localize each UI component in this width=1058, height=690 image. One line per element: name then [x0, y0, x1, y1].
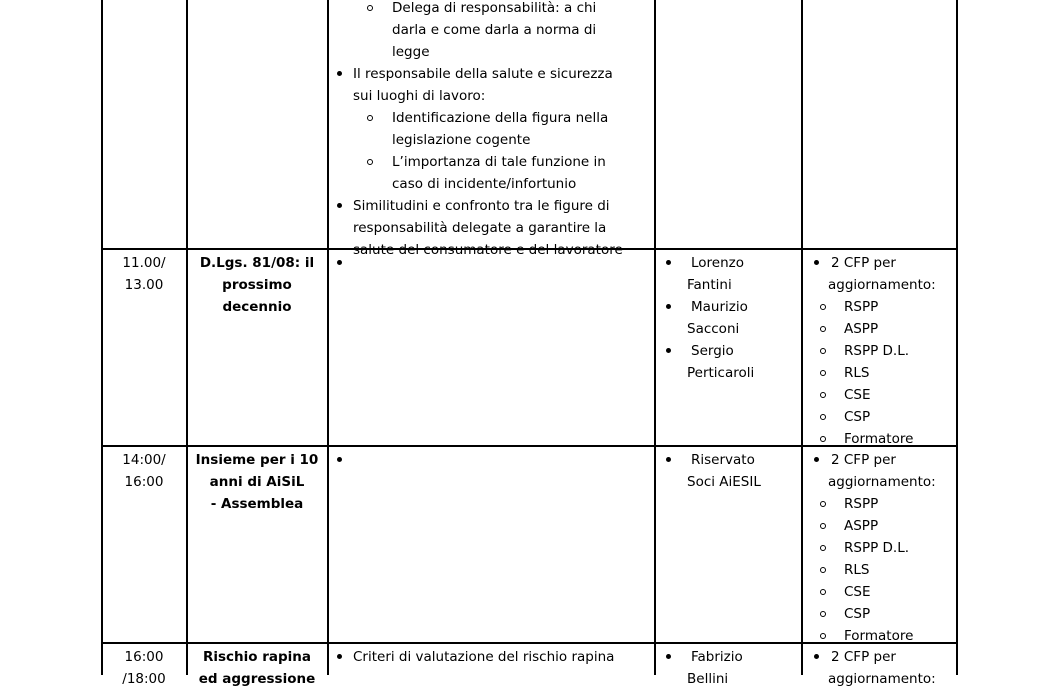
speaker-name: Sacconi — [687, 321, 740, 337]
session-title-text: prossimo — [222, 277, 292, 293]
time-text: 16:00 — [124, 474, 164, 490]
circle-bullet-icon — [820, 436, 826, 442]
credit-role-item — [810, 625, 956, 647]
content-text: legislazione cogente — [392, 132, 531, 148]
content-cell — [336, 646, 652, 668]
bullet-icon — [666, 348, 671, 353]
credit-role: RSPP D.L. — [844, 343, 910, 359]
credits-heading — [810, 449, 956, 493]
circle-bullet-icon — [820, 326, 826, 332]
bullet-icon — [666, 654, 671, 659]
credit-role: CSE — [844, 584, 871, 600]
credit-role: CSE — [844, 387, 871, 403]
credit-role: RSPP D.L. — [844, 540, 910, 556]
speaker-item — [664, 252, 800, 296]
credits-cell — [810, 252, 956, 450]
list-item — [336, 646, 652, 668]
speaker-item — [664, 449, 800, 493]
circle-bullet-icon — [367, 115, 373, 121]
speaker-name: Fantini — [687, 277, 732, 293]
session-title-text: ed aggressione — [198, 671, 316, 687]
circle-bullet-icon — [367, 159, 373, 165]
speaker-name: Bellini — [687, 671, 729, 687]
credit-role-item — [810, 515, 956, 537]
bullet-icon — [337, 71, 342, 76]
content-cell — [336, 0, 652, 261]
time-text: 14:00/ — [122, 452, 166, 468]
circle-bullet-icon — [820, 392, 826, 398]
credit-role-item — [810, 340, 956, 362]
bullet-icon — [814, 260, 819, 265]
time-cell — [103, 646, 185, 690]
table-divider — [327, 0, 329, 675]
circle-bullet-icon — [820, 633, 826, 639]
content-text: caso di incidente/infortunio — [392, 176, 577, 192]
credit-role: RSPP — [844, 496, 879, 512]
session-title-text: Insieme per i 10 — [195, 452, 319, 468]
content-cell — [336, 449, 652, 471]
credit-role: RSPP — [844, 299, 879, 315]
speaker-item — [664, 646, 800, 690]
bullet-icon — [814, 654, 819, 659]
credits-heading-text: aggiornamento: — [828, 671, 936, 687]
credit-role-item — [810, 296, 956, 318]
circle-bullet-icon — [820, 501, 826, 507]
sub-list-item — [336, 107, 652, 151]
credit-role: Formatore — [844, 628, 914, 644]
time-text: 13.00 — [124, 277, 164, 293]
credit-role-item — [810, 537, 956, 559]
bullet-icon — [666, 260, 671, 265]
content-text: Il responsabile della salute e sicurezza — [353, 66, 613, 82]
bullet-icon — [337, 654, 342, 659]
session-title — [188, 646, 326, 690]
content-text — [336, 449, 652, 471]
credits-heading-text: 2 CFP per — [831, 452, 896, 468]
content-text: responsabilità delegate a garantire la — [353, 220, 607, 236]
content-text: Delega di responsabilità: a chi — [392, 0, 597, 16]
credit-role: ASPP — [844, 518, 879, 534]
credit-role: CSP — [844, 606, 871, 622]
speaker-name: Fabrizio — [691, 649, 743, 665]
time-cell — [103, 252, 185, 296]
content-text: sui luoghi di lavoro: — [353, 88, 486, 104]
circle-bullet-icon — [367, 5, 373, 11]
credits-heading — [810, 646, 956, 690]
table-divider — [654, 0, 656, 675]
content-text: Identificazione della figura nella — [392, 110, 609, 126]
credit-role-item — [810, 362, 956, 384]
speaker-name: Sergio — [691, 343, 734, 359]
session-title-text: Rischio rapina — [202, 649, 312, 665]
session-title — [188, 252, 326, 318]
speaker-name: Riservato — [691, 452, 755, 468]
speakers-cell — [664, 646, 800, 690]
content-cell — [336, 252, 652, 274]
session-title-text: decennio — [222, 299, 292, 315]
speakers-cell — [664, 252, 800, 384]
credit-role-item — [810, 318, 956, 340]
credits-heading-text: aggiornamento: — [828, 277, 936, 293]
content-text: Criteri di valutazione del rischio rapina — [353, 649, 615, 665]
bullet-icon — [666, 304, 671, 309]
credit-role-item — [810, 581, 956, 603]
credit-role: ASPP — [844, 321, 879, 337]
credits-cell — [810, 646, 956, 690]
circle-bullet-icon — [820, 611, 826, 617]
content-text: darla e come darla a norma di — [392, 22, 597, 38]
speakers-cell — [664, 449, 800, 493]
speaker-item — [664, 340, 800, 384]
table-border-right — [956, 0, 958, 675]
credit-role-item — [810, 384, 956, 406]
credits-cell — [810, 449, 956, 647]
speaker-name: Maurizio — [691, 299, 748, 315]
list-item — [336, 252, 652, 274]
session-title-text: - Assemblea — [210, 496, 304, 512]
credits-heading-text: 2 CFP per — [831, 649, 896, 665]
time-cell — [103, 449, 185, 493]
sub-list-item — [336, 0, 652, 63]
credits-heading — [810, 252, 956, 296]
circle-bullet-icon — [820, 567, 826, 573]
credit-role: RLS — [844, 562, 870, 578]
credits-heading-text: aggiornamento: — [828, 474, 936, 490]
session-title — [188, 449, 326, 515]
table-divider — [186, 0, 188, 675]
bullet-icon — [337, 260, 342, 265]
circle-bullet-icon — [820, 545, 826, 551]
time-text: 11.00/ — [122, 255, 166, 271]
circle-bullet-icon — [820, 370, 826, 376]
circle-bullet-icon — [820, 523, 826, 529]
credit-role-item — [810, 406, 956, 428]
circle-bullet-icon — [820, 304, 826, 310]
speaker-name: Perticaroli — [687, 365, 755, 381]
table-divider — [801, 0, 803, 675]
speaker-name: Lorenzo — [691, 255, 745, 271]
credit-role: CSP — [844, 409, 871, 425]
circle-bullet-icon — [820, 414, 826, 420]
table-border-left — [101, 0, 103, 675]
credit-role-item — [810, 493, 956, 515]
content-text: Similitudini e confronto tra le figure di — [353, 198, 610, 214]
time-text: 16:00 — [124, 649, 164, 665]
circle-bullet-icon — [820, 348, 826, 354]
credit-role: RLS — [844, 365, 870, 381]
time-text: /18:00 — [122, 671, 166, 687]
list-item — [336, 63, 652, 107]
content-text: legge — [392, 44, 430, 60]
credit-role-item — [810, 603, 956, 625]
list-item — [336, 449, 652, 471]
credits-heading-text: 2 CFP per — [831, 255, 896, 271]
content-text: salute del consumatore e del lavoratore — [353, 242, 623, 258]
session-title-text: anni di AiSiL — [209, 474, 305, 490]
sub-list-item — [336, 151, 652, 195]
credit-role-item — [810, 428, 956, 450]
credit-role-item — [810, 559, 956, 581]
credit-role: Formatore — [844, 431, 914, 447]
speaker-name: Soci AiESIL — [687, 474, 761, 490]
bullet-icon — [814, 457, 819, 462]
bullet-icon — [666, 457, 671, 462]
session-title-text: D.Lgs. 81/08: il — [199, 255, 315, 271]
content-text — [336, 252, 652, 274]
content-text: L’importanza di tale funzione in — [392, 154, 606, 170]
circle-bullet-icon — [820, 589, 826, 595]
speaker-item — [664, 296, 800, 340]
bullet-icon — [337, 203, 342, 208]
bullet-icon — [337, 457, 342, 462]
